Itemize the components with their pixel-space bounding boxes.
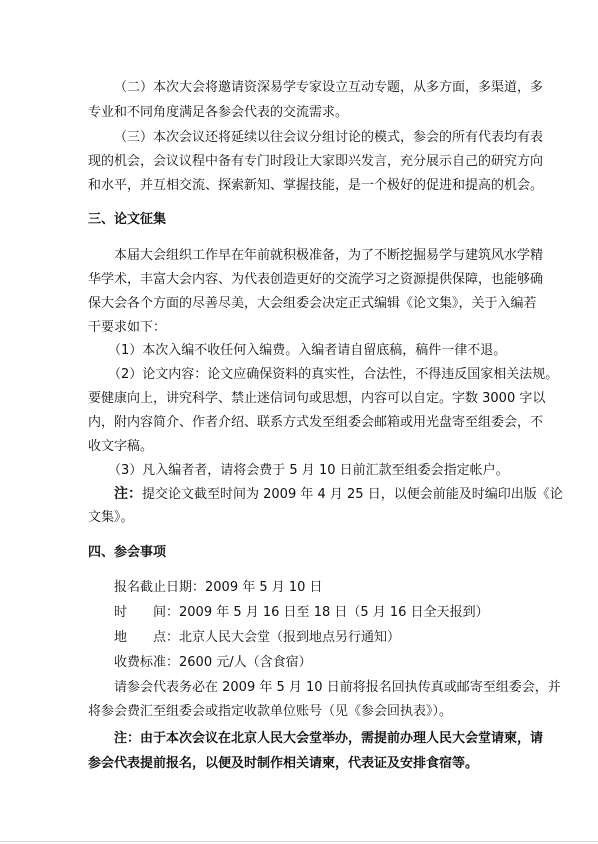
papers-intro-line: 本届大会组织工作早在年前就积极准备，为了不断挖掘易学与建筑风水学精 xyxy=(114,248,544,263)
requirement-1: （1）本次入编不收任何入编费。入编者请自留底稿，稿件一律不退。 xyxy=(108,343,507,358)
papers-intro-line: 干要求如下： xyxy=(88,320,167,335)
requirement-2-line: 收文字稿。 xyxy=(88,439,154,454)
meeting-time: 时 间：2009 年 5 月 16 日至 18 日（5 月 16 日全天报到） xyxy=(114,605,489,620)
section-heading-attendance: 四、参会事项 xyxy=(88,545,167,560)
requirement-2-line: 内，附内容简介、作者介绍、联系方式发至组委会邮箱或用光盘寄至组委会，不 xyxy=(88,415,544,430)
fee-standard: 收费标准：2600 元/人（含食宿） xyxy=(114,655,312,670)
attendance-note-line: 参会代表提前报名，以便及时制作相关请柬，代表证及安排食宿等。 xyxy=(88,756,479,771)
note-text: 提交论文截至时间为 2009 年 4 月 25 日，以便会前能及时编印出版《论 xyxy=(142,487,563,502)
section-heading-papers: 三、论文征集 xyxy=(88,212,167,227)
meeting-place: 地 点：北京人民大会堂（报到地点另行通知） xyxy=(114,630,401,645)
groups-paragraph-line: 和水平，并互相交流、探索新知、掌握技能，是一个极好的促进和提高的机会。 xyxy=(88,178,544,193)
page-edge-divider xyxy=(0,841,598,842)
note-label: 注： xyxy=(114,486,142,502)
requirement-3: （3）凡入编者者，请将会费于 5 月 10 日前汇款至组委会指定帐户。 xyxy=(108,463,509,478)
symposium-paragraph-line: （二）本次大会将邀请资深易学专家设立互动专题，从多方面，多渠道，多 xyxy=(114,80,544,95)
reply-instruction-line: 将参会费汇至组委会或指定收款单位账号（见《参会回执表》）。 xyxy=(88,704,453,719)
requirement-2-line: （2）论文内容：论文应确保资料的真实性，合法性，不得违反国家相关法规。 xyxy=(108,367,559,382)
reply-instruction-line: 请参会代表务必在 2009 年 5 月 10 日前将报名回执传真或邮寄至组委会，并 xyxy=(114,680,561,695)
requirement-2-line: 要健康向上，讲究科学、禁止迷信词句或思想，内容可以自定。字数 3000 字以 xyxy=(88,391,546,406)
papers-intro-line: 保大会各个方面的尽善尽美，大会组委会决定正式编辑《论文集》，关于入编若 xyxy=(88,296,537,311)
papers-note-line xyxy=(114,486,563,503)
groups-paragraph-line: 现的机会，会议议程中备有专门时段让大家即兴发言，充分展示自己的研究方向 xyxy=(88,154,544,169)
symposium-paragraph-line: 专业和不同角度满足各参会代表的交流需求。 xyxy=(88,105,349,120)
attendance-note-line: 注：由于本次会议在北京人民大会堂举办，需提前办理人民大会堂请柬，请 xyxy=(114,731,544,746)
papers-note-line: 文集》。 xyxy=(88,510,134,525)
groups-paragraph-line: （三）本次会议还将延续以往会议分组讨论的模式，参会的所有代表均有表 xyxy=(114,130,544,145)
registration-deadline: 报名截止日期：2009 年 5 月 10 日 xyxy=(114,580,323,595)
papers-intro-line: 华学术，丰富大会内容、为代表创造更好的交流学习之资源提供保障，也能够确 xyxy=(88,272,544,287)
